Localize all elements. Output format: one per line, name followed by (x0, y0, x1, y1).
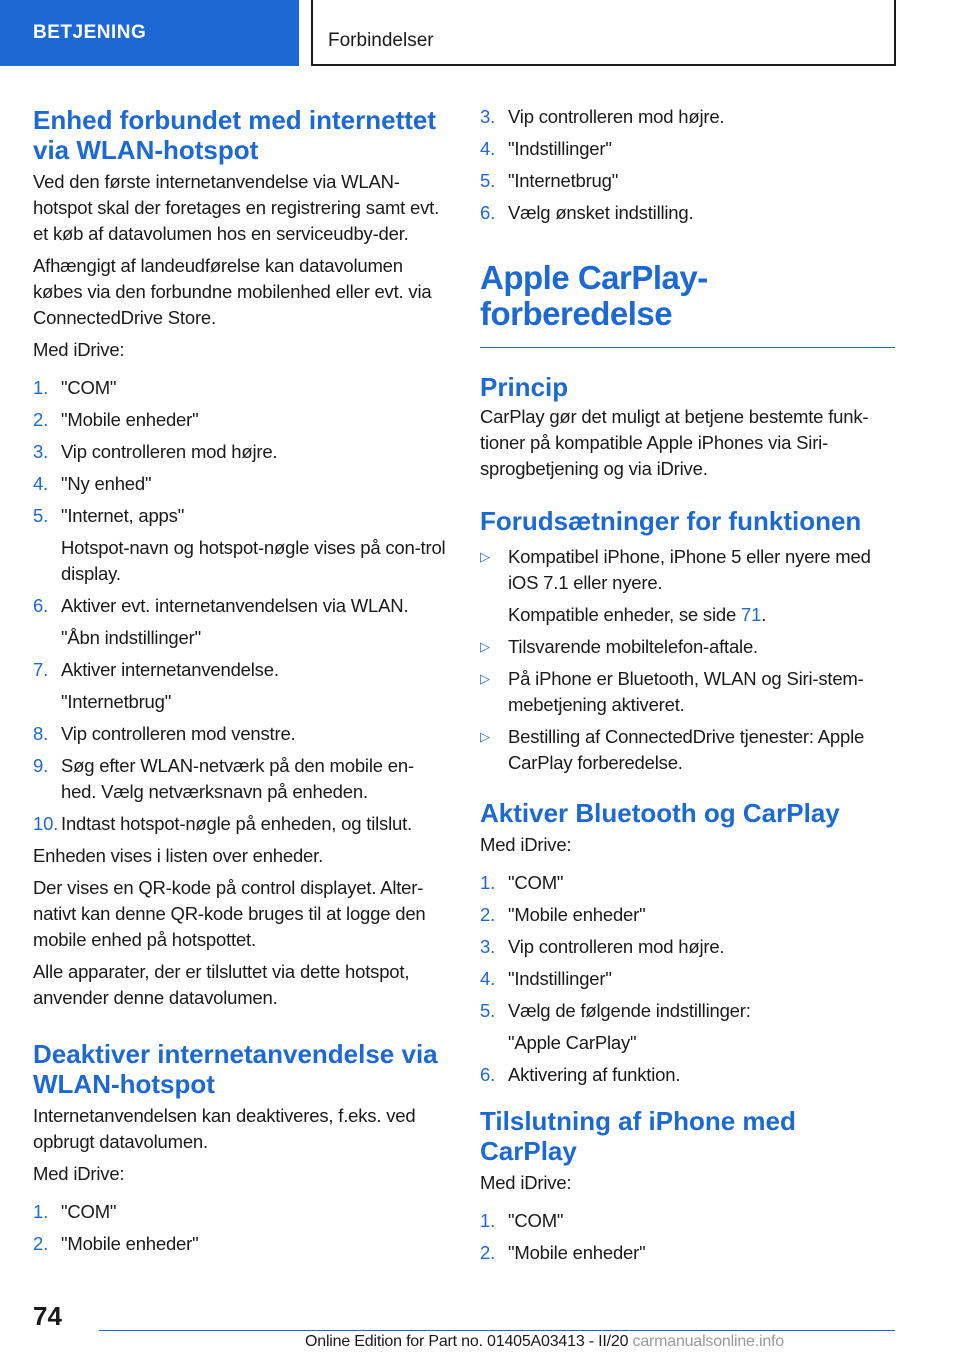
step-number: 1. (33, 1201, 49, 1222)
step-text: "Ny enhed" (61, 473, 152, 494)
deactivate-steps (33, 1199, 448, 1257)
wlan-idrive-label: Med iDrive: (33, 339, 125, 360)
triangle-bullet-icon: ▷ (480, 549, 490, 564)
step-text: Vip controlleren mod højre. (508, 106, 725, 127)
step-number: 4. (480, 968, 496, 989)
step-number: 2. (480, 1242, 496, 1263)
step-item (33, 375, 448, 401)
step-text: "COM" (61, 1201, 117, 1222)
step-number: 1. (480, 1210, 496, 1231)
step-item (480, 934, 895, 960)
connect-steps (480, 1208, 895, 1266)
internet-steps-continued (480, 104, 895, 226)
step-number: 3. (480, 936, 496, 957)
connect-heading: Tilslutning af iPhone med CarPlay (480, 1106, 796, 1166)
wlan-availability: Afhængigt af landeudførelse kan datavolumen købes via den forbundne mobilenhed eller evt. via ConnectedDrive Store. (33, 255, 432, 328)
step-number: 4. (480, 138, 496, 159)
step-item (480, 104, 895, 130)
step-text: "Mobile enheder" (61, 409, 199, 430)
wlan-intro: Ved den første internetanvendelse via WLAN-hotspot skal der foretages en registrering samt evt. et køb af datavolumen hos en serviceudby-der. (33, 171, 440, 244)
step-item (480, 1240, 895, 1266)
requirement-text: Bestilling af ConnectedDrive tjenester: Apple CarPlay forberedelse. (508, 726, 865, 773)
step-item (480, 136, 895, 162)
step-item (480, 870, 895, 896)
connect-idrive-label: Med iDrive: (480, 1172, 572, 1193)
deactivate-heading: Deaktiver internetanvendelse via WLAN-hotspot (33, 1039, 438, 1099)
step-text: Vælg de følgende indstillinger: (508, 1000, 751, 1021)
step-text: Aktiver evt. internetanvendelsen via WLAN. (61, 595, 409, 616)
step-subtext: "Åbn indstillinger" (61, 627, 201, 648)
step-text: "Mobile enheder" (61, 1233, 199, 1254)
triangle-bullet-icon: ▷ (480, 671, 490, 686)
step-number: 6. (480, 1064, 496, 1085)
wlan-heading: Enhed forbundet med internettet via WLAN-hotspot (33, 105, 436, 165)
step-text: "Indstillinger" (508, 138, 612, 159)
step-text: Søg efter WLAN-netværk på den mobile en-hed. Vælg netværksnavn på enheden. (61, 755, 414, 802)
step-item (480, 200, 895, 226)
page-header (0, 0, 960, 66)
requirement-subtext: Kompatible enheder, se side 71. (508, 604, 767, 625)
step-item (480, 1208, 895, 1234)
heading-rule (480, 347, 895, 348)
step-number: 5. (480, 170, 496, 191)
step-item (33, 471, 448, 497)
step-item (33, 439, 448, 465)
chapter-title: Forbindelser (328, 30, 434, 51)
footer-edition: Online Edition for Part no. 01405A03413 - II/20 carmanualsonline.info (305, 1333, 784, 1350)
step-item (33, 503, 448, 587)
page-link[interactable]: 71 (741, 604, 762, 625)
step-number: 3. (480, 106, 496, 127)
step-number: 8. (33, 723, 49, 744)
step-subtext: Hotspot-navn og hotspot-nøgle vises på con-trol display. (61, 537, 446, 584)
step-item (33, 721, 448, 747)
deactivate-intro: Internetanvendelsen kan deaktiveres, f.eks. ved opbrugt datavolumen. (33, 1105, 416, 1152)
step-text: "Indstillinger" (508, 968, 612, 989)
bluetooth-heading: Aktiver Bluetooth og CarPlay (480, 798, 840, 828)
right-column (480, 100, 895, 1272)
triangle-bullet-icon: ▷ (480, 639, 490, 654)
step-item (33, 1231, 448, 1257)
step-text: "Mobile enheder" (508, 904, 646, 925)
step-text: Indtast hotspot-nøgle på enheden, og tilslut. (61, 813, 412, 834)
step-number: 7. (33, 659, 49, 680)
step-number: 5. (480, 1000, 496, 1021)
step-number: 1. (480, 872, 496, 893)
step-number: 9. (33, 755, 49, 776)
princip-text: CarPlay gør det muligt at betjene bestemte funk-tioner på kompatible Apple iPhones via Siri-sprogbetjening og via iDrive. (480, 406, 869, 479)
requirement-item (480, 724, 895, 776)
step-number: 4. (33, 473, 49, 494)
step-number: 3. (33, 441, 49, 462)
step-subtext: "Internetbrug" (61, 691, 172, 712)
requirement-item (480, 544, 895, 628)
watermark: carmanualsonline.info (632, 1333, 784, 1350)
deactivate-idrive-label: Med iDrive: (33, 1163, 125, 1184)
requirement-text: Kompatibel iPhone, iPhone 5 eller nyere med iOS 7.1 eller nyere. (508, 546, 871, 593)
step-number: 1. (33, 377, 49, 398)
step-number: 10. (33, 813, 59, 834)
step-item (480, 1062, 895, 1088)
step-text: "Mobile enheder" (508, 1242, 646, 1263)
step-number: 5. (33, 505, 49, 526)
step-text: Vælg ønsket indstilling. (508, 202, 694, 223)
bluetooth-steps (480, 870, 895, 1088)
step-number: 2. (33, 409, 49, 430)
requirements-list (480, 544, 895, 776)
step-number: 6. (33, 595, 49, 616)
page-number: 74 (33, 1301, 62, 1331)
step-text: "COM" (61, 377, 117, 398)
step-text: Aktiver internetanvendelse. (61, 659, 279, 680)
step-text: "COM" (508, 1210, 564, 1231)
footer-rule (99, 1330, 895, 1331)
triangle-bullet-icon: ▷ (480, 729, 490, 744)
step-number: 2. (33, 1233, 49, 1254)
step-item (33, 1199, 448, 1225)
requirement-item (480, 634, 895, 660)
step-item (480, 966, 895, 992)
requirement-text: Tilsvarende mobiltelefon-aftale. (508, 636, 758, 657)
step-number: 2. (480, 904, 496, 925)
step-text: Aktivering af funktion. (508, 1064, 681, 1085)
carplay-heading: Apple CarPlay-forberedelse (480, 259, 708, 332)
step-text: "Internet, apps" (61, 505, 185, 526)
step-text: Vip controlleren mod højre. (508, 936, 725, 957)
step-text: Vip controlleren mod højre. (61, 441, 278, 462)
chapter-box (311, 0, 896, 66)
wlan-shared-note: Alle apparater, der er tilsluttet via dette hotspot, anvender denne datavolumen. (33, 961, 410, 1008)
step-item (480, 168, 895, 194)
step-item (33, 753, 448, 805)
step-item (33, 657, 448, 715)
step-text: "Internetbrug" (508, 170, 619, 191)
step-text: Vip controlleren mod venstre. (61, 723, 296, 744)
requirement-text: På iPhone er Bluetooth, WLAN og Siri-stem-mebetjening aktiveret. (508, 668, 864, 715)
wlan-steps (33, 375, 448, 837)
step-number: 6. (480, 202, 496, 223)
step-item (480, 998, 895, 1056)
step-item (33, 407, 448, 433)
wlan-qr-note: Der vises en QR-kode på control displayet. Alter-nativt kan denne QR-kode bruges til at logge den mobile enhed på hotspottet. (33, 877, 426, 950)
requirements-heading: Forudsætninger for funktionen (480, 506, 862, 536)
step-text: "COM" (508, 872, 564, 893)
wlan-result: Enheden vises i listen over enheder. (33, 845, 324, 866)
step-item (33, 811, 448, 837)
requirement-item (480, 666, 895, 718)
bluetooth-idrive-label: Med iDrive: (480, 834, 572, 855)
step-item (480, 902, 895, 928)
step-subtext: "Apple CarPlay" (508, 1032, 637, 1053)
step-item (33, 593, 448, 651)
princip-heading: Princip (480, 372, 569, 402)
section-tab: BETJENING (0, 0, 299, 66)
left-column (33, 100, 448, 1263)
